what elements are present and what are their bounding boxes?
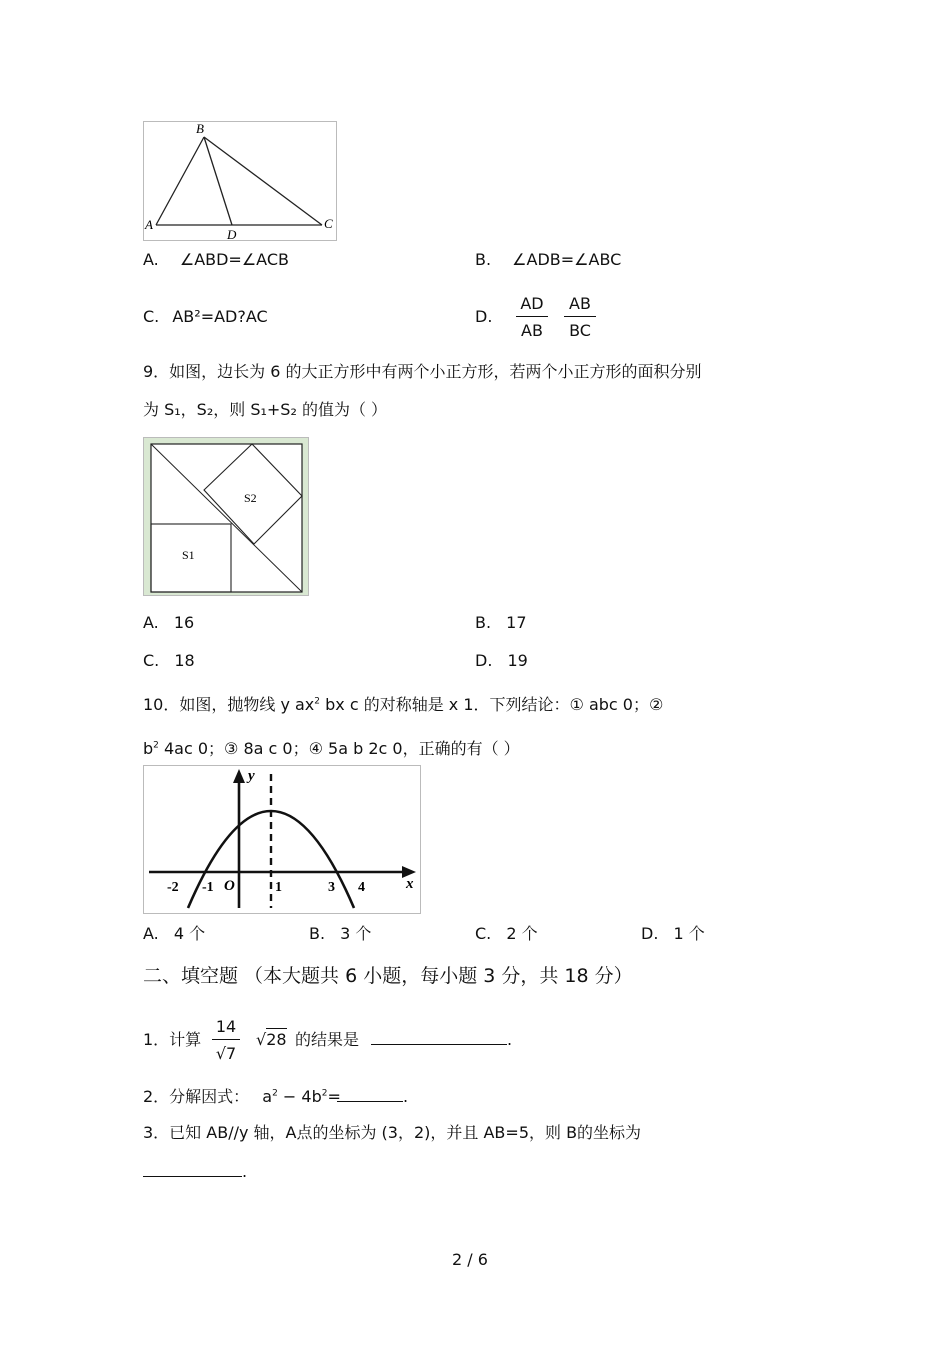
label-c: C bbox=[324, 216, 333, 231]
parabola-drawing bbox=[144, 766, 420, 913]
f1-answer-blank[interactable] bbox=[371, 1032, 512, 1048]
q8-option-b[interactable] bbox=[475, 252, 621, 268]
label-b: B bbox=[196, 122, 204, 136]
fraction-ad-ab bbox=[516, 296, 548, 339]
squares-figure bbox=[143, 437, 309, 596]
tick-1: 1 bbox=[275, 880, 282, 895]
superscript: 2 bbox=[272, 1088, 278, 1099]
f3-answer-blank[interactable] bbox=[143, 1164, 247, 1180]
q8-option-c[interactable] bbox=[143, 309, 268, 325]
option-text: ∠ABD=∠ACB bbox=[179, 250, 289, 269]
option-label: B. bbox=[475, 250, 492, 269]
q10-option-d[interactable] bbox=[641, 926, 705, 942]
f1-sqrt bbox=[256, 1032, 287, 1048]
q9-stem-line1: 9．如图，边长为 6 的大正方形中有两个小正方形，若两个小正方形的面积分别 bbox=[143, 362, 702, 381]
option-text: 3 个 bbox=[340, 924, 372, 943]
f1-prefix: 1．计算 bbox=[143, 1030, 202, 1049]
q9-option-c[interactable] bbox=[143, 653, 195, 669]
parabola-figure bbox=[143, 765, 421, 914]
option-label: C. bbox=[143, 651, 160, 670]
fraction-14-sqrt7 bbox=[212, 1019, 240, 1062]
option-text: 1 个 bbox=[673, 924, 705, 943]
option-label: A. bbox=[143, 924, 159, 943]
expr: = bbox=[327, 1087, 341, 1106]
squares-drawing bbox=[144, 438, 308, 595]
q9-option-a[interactable] bbox=[143, 615, 194, 631]
expr: − 4b bbox=[277, 1087, 322, 1106]
numerator: AD bbox=[516, 296, 548, 317]
option-label: B. bbox=[475, 613, 492, 632]
y-axis-label: y bbox=[248, 768, 255, 784]
option-text: 18 bbox=[174, 651, 195, 670]
superscript: 2 bbox=[314, 696, 321, 707]
period: . bbox=[403, 1087, 409, 1106]
q10-option-c[interactable] bbox=[475, 926, 538, 942]
page-number: 2 / 6 bbox=[452, 1250, 488, 1269]
period: . bbox=[242, 1162, 248, 1181]
radical-sign: √ bbox=[256, 1030, 267, 1049]
q9-stem-line2: 为 S₁，S₂，则 S₁+S₂ 的值为（ ） bbox=[143, 400, 388, 419]
denominator: √7 bbox=[215, 1044, 237, 1063]
f1-suffix: 的结果是 bbox=[295, 1030, 360, 1049]
option-label: C. bbox=[475, 924, 492, 943]
option-text: AB²=AD?AC bbox=[172, 307, 268, 326]
origin-label: O bbox=[224, 878, 235, 894]
s2-label: S2 bbox=[244, 491, 257, 505]
option-label: C. bbox=[143, 307, 160, 326]
q8-option-d[interactable] bbox=[475, 309, 492, 325]
s1-label: S1 bbox=[182, 548, 195, 562]
stem-part: b bbox=[143, 739, 154, 758]
option-label: D. bbox=[475, 651, 493, 670]
f2-prefix: 2．分解因式： bbox=[143, 1087, 250, 1106]
numerator: AB bbox=[564, 296, 596, 317]
x-axis-label: x bbox=[406, 876, 414, 892]
stem-part: bx c 的对称轴是 x 1．下列结论：① abc 0；② bbox=[320, 695, 664, 714]
option-text: ∠ADB=∠ABC bbox=[512, 250, 622, 269]
superscript: 2 bbox=[153, 740, 159, 751]
f2-line bbox=[143, 1089, 341, 1105]
section-title: 二、填空题 （本大题共 6 小题，每小题 3 分，共 18 分） bbox=[143, 965, 633, 987]
option-label: A. bbox=[143, 250, 159, 269]
option-label: A. bbox=[143, 613, 159, 632]
denominator: BC bbox=[569, 321, 591, 340]
option-label: B. bbox=[309, 924, 326, 943]
f2-answer-blank[interactable] bbox=[337, 1089, 408, 1105]
q10-stem-line1 bbox=[143, 697, 663, 713]
q9-option-d[interactable] bbox=[475, 653, 528, 669]
tick-3: 3 bbox=[328, 880, 335, 895]
denominator: AB bbox=[521, 321, 543, 340]
option-text: 2 个 bbox=[506, 924, 538, 943]
option-label: D. bbox=[641, 924, 659, 943]
q10-option-b[interactable] bbox=[309, 926, 371, 942]
tick-neg1: -1 bbox=[202, 880, 214, 895]
q9-option-b[interactable] bbox=[475, 615, 527, 631]
period: . bbox=[507, 1030, 513, 1049]
f3-line1: 3．已知 AB//y 轴，A点的坐标为 (3，2)，并且 AB=5，则 B的坐标为 bbox=[143, 1123, 642, 1142]
radicand: 28 bbox=[266, 1030, 287, 1049]
q10-stem-line2 bbox=[143, 741, 520, 757]
option-text: 17 bbox=[506, 613, 527, 632]
option-text: 16 bbox=[173, 613, 195, 632]
fraction-ab-bc bbox=[564, 296, 596, 339]
stem-part: 10．如图，抛物线 y ax bbox=[143, 695, 315, 714]
numerator: 14 bbox=[212, 1019, 240, 1040]
tick-neg2: -2 bbox=[167, 880, 179, 895]
option-text: 4 个 bbox=[173, 924, 206, 943]
tick-4: 4 bbox=[358, 880, 365, 895]
label-d: D bbox=[227, 227, 237, 240]
stem-part: 4ac 0；③ 8a c 0；④ 5a b 2c 0，正确的有（ ） bbox=[158, 739, 520, 758]
label-a: A bbox=[145, 217, 153, 232]
option-label: D. bbox=[475, 307, 493, 326]
expr: a bbox=[262, 1087, 273, 1106]
q8-option-a[interactable] bbox=[143, 252, 289, 268]
superscript: 2 bbox=[321, 1088, 328, 1099]
option-text: 19 bbox=[507, 651, 528, 670]
q10-option-a[interactable] bbox=[143, 926, 205, 942]
triangle-figure bbox=[143, 121, 337, 241]
triangle-drawing bbox=[144, 122, 336, 240]
